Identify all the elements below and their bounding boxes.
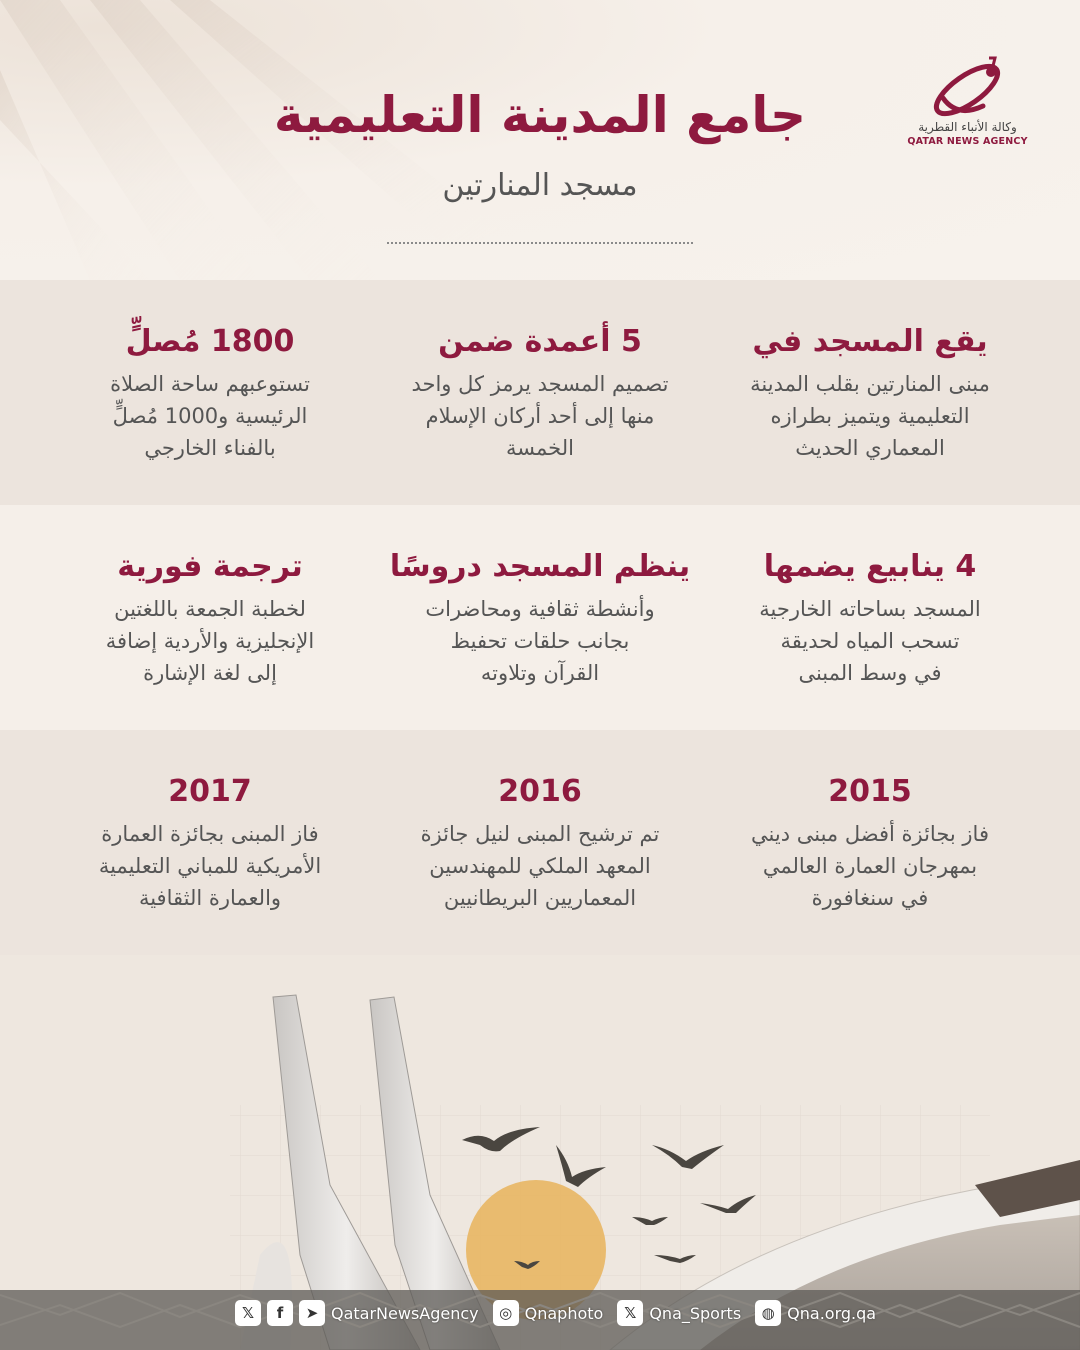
fact-heading: 4 ينابيع يضمها xyxy=(763,549,977,584)
fact-body xyxy=(705,818,1035,914)
fact-line: الخمسة xyxy=(506,436,574,460)
fact-line: تم ترشيح المبنى لنيل جائزة xyxy=(420,822,660,846)
fact-line: المعماري الحديث xyxy=(795,436,945,460)
fact-line: منها إلى أحد أركان الإسلام xyxy=(425,404,655,428)
page-subtitle: مسجد المنارتين xyxy=(442,168,638,203)
globe-icon[interactable]: ◍ xyxy=(755,1300,781,1326)
facts-row-1 xyxy=(0,280,1080,506)
social-handle-main[interactable]: QatarNewsAgency xyxy=(331,1303,479,1323)
facts-row-2 xyxy=(0,505,1080,731)
fact-line: مبنى المنارتين بقلب المدينة xyxy=(750,372,990,396)
mosque-scene xyxy=(0,955,1080,1350)
social-handle-instagram[interactable]: Qnaphoto xyxy=(524,1303,604,1323)
fact-cell xyxy=(45,730,375,914)
fact-heading: 1800 مُصلٍّ xyxy=(125,324,295,359)
telegram-icon[interactable]: ➤ xyxy=(299,1300,325,1326)
fact-cell xyxy=(45,280,375,464)
fact-cell xyxy=(705,280,1035,464)
fact-line: فاز بجائزة أفضل مبنى ديني xyxy=(751,822,989,846)
fact-body xyxy=(375,593,705,689)
logo-text-arabic: وكالة الأنباء القطرية xyxy=(918,120,1017,134)
facebook-icon[interactable]: f xyxy=(267,1300,293,1326)
fact-line: في سنغافورة xyxy=(811,886,929,910)
fact-line: المعهد الملكي للمهندسين xyxy=(429,854,651,878)
fact-body xyxy=(45,593,375,689)
fact-cell xyxy=(375,730,705,914)
fact-line: تستوعبهم ساحة الصلاة xyxy=(110,372,310,396)
fact-cell xyxy=(705,505,1035,689)
fact-body xyxy=(705,368,1035,464)
fact-heading: 2015 xyxy=(828,774,912,809)
fact-cell xyxy=(705,730,1035,914)
fact-line: تصميم المسجد يرمز كل واحد xyxy=(411,372,669,396)
fact-heading: ترجمة فورية xyxy=(117,549,303,584)
social-footer xyxy=(235,1298,884,1328)
fact-cell xyxy=(375,280,705,464)
fact-line: إلى لغة الإشارة xyxy=(143,661,277,685)
fact-cell xyxy=(375,505,705,689)
fact-line: في وسط المبنى xyxy=(798,661,942,685)
x-icon[interactable]: 𝕏 xyxy=(235,1300,261,1326)
fact-line: المعماريين البريطانيين xyxy=(443,886,637,910)
fact-line: والعمارة الثقافية xyxy=(138,886,282,910)
fact-body xyxy=(45,368,375,464)
fact-body xyxy=(375,368,705,464)
fact-cell xyxy=(45,505,375,689)
instagram-icon[interactable]: ◎ xyxy=(493,1300,519,1326)
fact-heading: 2016 xyxy=(498,774,582,809)
fact-line: القرآن وتلاوته xyxy=(480,661,600,685)
fact-heading: 5 أعمدة ضمن xyxy=(438,324,642,359)
page-title: جامع المدينة التعليمية xyxy=(273,86,807,144)
fact-line: المسجد بساحاته الخارجية xyxy=(759,597,981,621)
fact-heading: ينظم المسجد دروسًا xyxy=(389,549,691,584)
fact-line: الأمريكية للمباني التعليمية xyxy=(98,854,322,878)
mosque-illustration xyxy=(0,955,1080,1350)
title-divider xyxy=(387,242,693,244)
fact-line: لخطبة الجمعة باللغتين xyxy=(114,597,306,621)
fact-line: التعليمية ويتميز بطرازه xyxy=(770,404,970,428)
fact-heading: 2017 xyxy=(168,774,252,809)
facts-row-3 xyxy=(0,730,1080,956)
fact-line: بجانب حلقات تحفيظ xyxy=(450,629,630,653)
fact-line: فاز المبنى بجائزة العمارة xyxy=(101,822,319,846)
fact-line: الرئيسية و1000 مُصلٍّ xyxy=(112,404,308,428)
fact-body xyxy=(705,593,1035,689)
fact-heading: يقع المسجد في xyxy=(752,324,988,359)
logo-text-english: QATAR NEWS AGENCY xyxy=(907,136,1028,147)
fact-line: وأنشطة ثقافية ومحاضرات xyxy=(425,597,655,621)
fact-line: تسحب المياه لحديقة xyxy=(780,629,960,653)
fact-line: بالفناء الخارجي xyxy=(144,436,276,460)
fact-line: بمهرجان العمارة العالمي xyxy=(762,854,978,878)
fact-line: الإنجليزية والأردية إضافة xyxy=(105,629,315,653)
social-handle-sports[interactable]: Qna_Sports xyxy=(649,1303,742,1323)
fact-body xyxy=(375,818,705,914)
fact-body xyxy=(45,818,375,914)
website-link[interactable]: Qna.org.qa xyxy=(787,1303,877,1323)
x-icon[interactable]: 𝕏 xyxy=(617,1300,643,1326)
